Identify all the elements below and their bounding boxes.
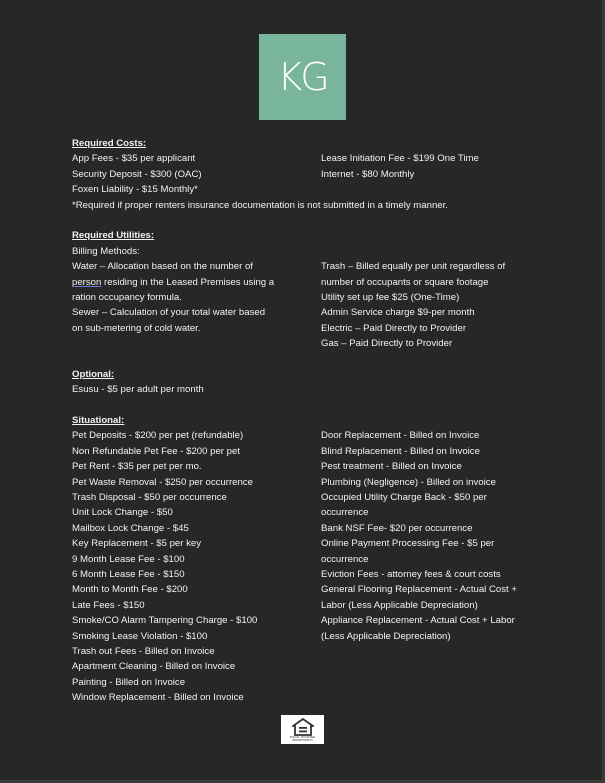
required-cost-item: App Fees - $35 per applicant	[72, 153, 196, 165]
required-cost-item	[321, 182, 542, 197]
situational-fee-item: Late Fees - $150	[72, 599, 145, 611]
utilities-table	[72, 259, 542, 351]
company-logo	[259, 34, 346, 120]
utility-item: number of occupants or square footage	[321, 276, 489, 288]
situational-fee-item: Pet Deposits - $200 per pet (refundable)	[72, 430, 244, 442]
situational-fee-item: Occupied Utility Charge Back - $50 per	[321, 491, 487, 503]
optional-item: Esusu - $5 per adult per month	[72, 384, 204, 396]
utility-item: Electric – Paid Directly to Provider	[321, 322, 467, 334]
situational-fee-item: Blind Replacement - Billed on Invoice	[321, 445, 480, 457]
utility-item: Gas – Paid Directly to Provider	[321, 338, 453, 350]
situational-fee-item: Window Replacement - Billed on Invoice	[72, 692, 244, 704]
utility-item: Sewer – Calculation of your total water based	[72, 307, 266, 319]
logo-text: KG	[277, 55, 328, 99]
billing-methods-label: Billing Methods:	[72, 245, 140, 257]
utility-item: Trash – Billed equally per unit regardless of	[321, 261, 506, 273]
utility-item: Water – Allocation based on the number of	[72, 261, 253, 273]
equal-housing-logo	[281, 715, 324, 744]
situational-left-column	[72, 428, 321, 705]
optional-heading: Optional:	[72, 368, 115, 380]
utility-item: ration occupancy formula.	[72, 291, 182, 303]
situational-fee-item: occurrence	[321, 553, 369, 565]
situational-fee-item: Pet Waste Removal - $250 per occurrence	[72, 476, 253, 488]
utility-item: on sub-metering of cold water.	[72, 322, 201, 334]
situational-right-column	[321, 428, 542, 705]
situational-fee-item: Bank NSF Fee- $20 per occurrence	[321, 522, 473, 534]
situational-fee-item: Labor (Less Applicable Depreciation)	[321, 599, 478, 611]
insurance-note: *Required if proper renters insurance documentation is not submitted in a timely manner.	[72, 199, 448, 211]
situational-fee-item: occurrence	[321, 507, 369, 519]
required-costs-table	[72, 151, 542, 197]
equal-housing-text: EQUAL HOUSING OPPORTUNITY	[289, 734, 316, 742]
situational-fee-item: Trash out Fees - Billed on Invoice	[72, 645, 215, 657]
situational-fee-item: 6 Month Lease Fee - $150	[72, 568, 185, 580]
situational-fee-item: Month to Month Fee - $200	[72, 584, 188, 596]
required-cost-item: Lease Initiation Fee - $199 One Time	[321, 153, 479, 165]
situational-fee-item: Unit Lock Change - $50	[72, 507, 173, 519]
situational-fee-item: Plumbing (Negligence) - Billed on invoice	[321, 476, 496, 488]
situational-fee-item: Trash Disposal - $50 per occurrence	[72, 491, 227, 503]
situational-fee-item: Pest treatment - Billed on Invoice	[321, 461, 462, 473]
fee-schedule	[72, 136, 542, 705]
situational-fee-item: Appliance Replacement - Actual Cost + Labor	[321, 615, 515, 627]
required-cost-item: Foxen Liability - $15 Monthly*	[72, 184, 198, 196]
utility-item: Admin Service charge $9-per month	[321, 307, 475, 319]
situational-table	[72, 428, 542, 705]
situational-fee-item: Non Refundable Pet Fee - $200 per pet	[72, 445, 241, 457]
required-cost-item: Security Deposit - $300 (OAC)	[72, 168, 202, 180]
situational-fee-item: Smoke/CO Alarm Tampering Charge - $100	[72, 615, 258, 627]
utility-item: person residing in the Leased Premises using a	[72, 276, 275, 288]
situational-fee-item: Online Payment Processing Fee - $5 per	[321, 538, 495, 550]
required-utilities-heading: Required Utilities:	[72, 230, 155, 242]
situational-fee-item: (Less Applicable Depreciation)	[321, 630, 451, 642]
situational-fee-item: Smoking Lease Violation - $100	[72, 630, 208, 642]
equal-housing-opportunity-icon	[292, 718, 314, 736]
situational-fee-item: 9 Month Lease Fee - $100	[72, 553, 185, 565]
situational-fee-item: Pet Rent - $35 per pet per mo.	[72, 461, 202, 473]
situational-fee-item: Mailbox Lock Change - $45	[72, 522, 189, 534]
required-costs-heading: Required Costs:	[72, 138, 147, 149]
situational-heading: Situational:	[72, 415, 125, 427]
situational-fee-item: Apartment Cleaning - Billed on Invoice	[72, 661, 236, 673]
situational-fee-item: Door Replacement - Billed on Invoice	[321, 430, 480, 442]
situational-fee-item: Key Replacement - $5 per key	[72, 538, 202, 550]
situational-fee-item: Eviction Fees - attorney fees & court costs	[321, 568, 501, 580]
utility-item: Utility set up fee $25 (One-Time)	[321, 291, 460, 303]
situational-fee-item: Painting - Billed on Invoice	[72, 676, 186, 688]
situational-fee-item: General Flooring Replacement - Actual Cost +	[321, 584, 517, 596]
required-cost-item: Internet - $80 Monthly	[321, 168, 415, 180]
